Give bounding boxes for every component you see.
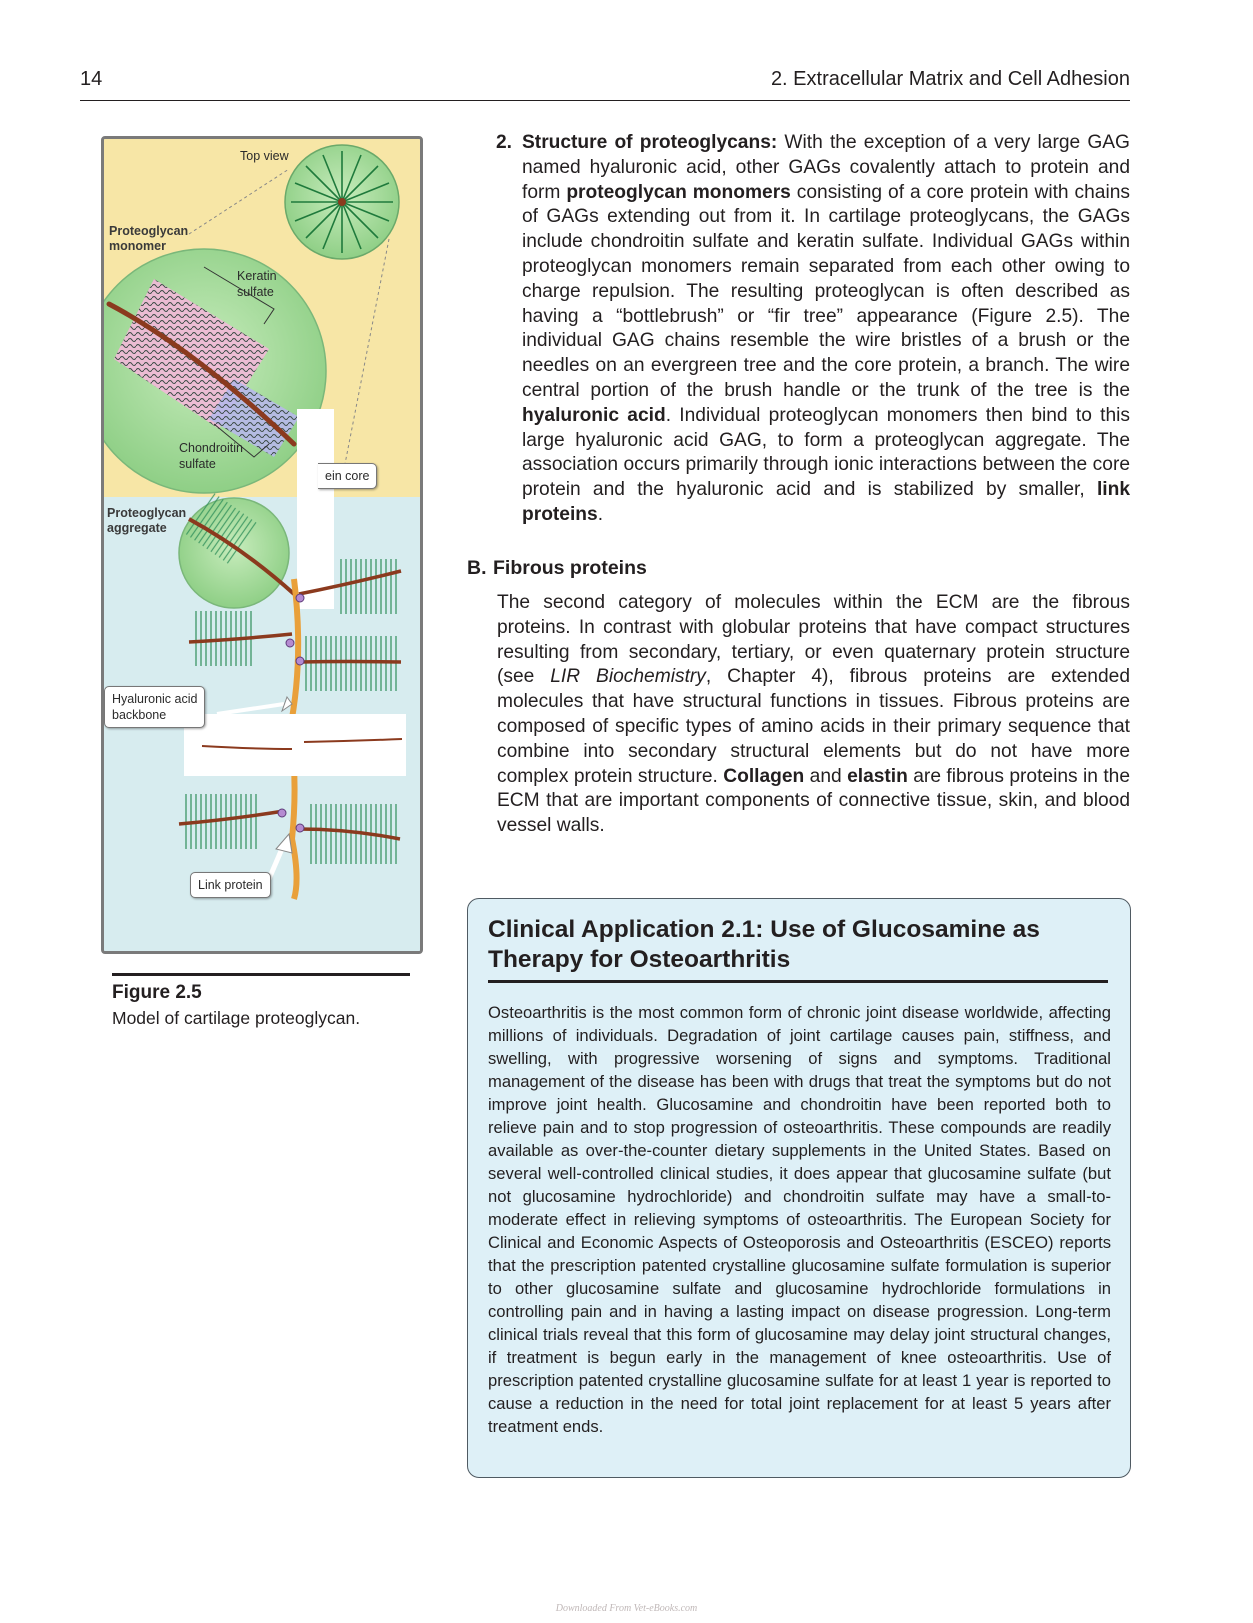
fibrous-text-1: The second category of molecules within the ECM are the fibrous proteins. In contrast with globular proteins that have compact structures resulting from secondary, tertiary, or even quaternary protein structure (see [497, 592, 1130, 688]
label-monomer-line2: monomer [109, 239, 166, 253]
section-2-text-3: . Individual proteoglycan monomers then bind to this large hyaluronic acid GAG, to form a proteoglycan aggregate. The association occurs primarily through ionic interactions between the core protein and the hyaluronic acid and is stabilized by smaller, [522, 404, 1131, 501]
running-head: 2. Extracellular Matrix and Cell Adhesion [770, 68, 1130, 90]
term-proteoglycan-monomers: proteoglycan monomers [566, 181, 791, 203]
label-hyaluronic-backbone [104, 686, 205, 728]
term-collagen: Collagen [723, 765, 805, 787]
section-2-heading: Structure of proteoglycans: [522, 132, 778, 153]
label-hyaluronic-line1: Hyaluronic acid [112, 692, 198, 706]
label-chondroitin-line1: Chondroitin [179, 441, 243, 455]
section-b-letter: B. [467, 557, 487, 579]
label-keratin-line1: Keratin [237, 269, 277, 283]
label-core-protein: ein core [318, 463, 377, 489]
section-2-text-2: consisting of a core protein with chains of GAGs extending out from it. In cartilage proteoglycans, the GAGs include chondroitin sulfate and keratin sulfate. Individual GAGs within proteoglycan monomers remain separated from each other owing to charge repulsion. The resulting proteoglycan is often described as having a “bottlebrush” or “fir tree” appearance (Figure 2.5). The individual GAG chains resemble the wire bristles of a brush or the needles on an evergreen tree and the core protein, a branch. The wire central portion of the brush handle or the trunk of the tree is the [522, 181, 1130, 401]
proteoglycan-illustration [104, 139, 420, 951]
label-monomer-line1: Proteoglycan [109, 224, 189, 238]
label-aggregate-line1: Proteoglycan [107, 506, 187, 520]
clinical-application-text: Osteoarthritis is the most common form of chronic joint disease worldwide, affecting millions of individuals. Degradation of joint cartilage causes pain, stiffness, and swelling, with progressive worsening of signs and symptoms. Traditional management of the disease has been with drugs that treat the symptoms but do not improve joint health. Glucosamine and chondroitin have been reported both to relieve pain and to stop progression of osteoarthritis. These compounds are readily available as over-the-counter dietary supplements in the United States. Based on several well-controlled clinical studies, it does appear that glucosamine sulfate (but not glucosamine hydrochloride) and chondroitin sulfate may have a small-to-moderate effect in relieving symptoms of osteoarthritis. The European Society for Clinical and Economic Aspects of Osteoporosis and Osteoarthritis (ESCEO) reports that the prescription patented crystalline glucosamine sulfate formulation is superior to other glucosamine sulfate and glucosamine hydrochloride formulations in controlling pain and in having a lasting impact on disease progression. Long-term clinical trials reveal that this form of glucosamine may delay joint structural changes, if treatment is begun early in the management of knee osteoarthritis. Use of prescription patented crystalline glucosamine sulfate for at least 1 year is reported to cause a reduction in the need for total joint replacement for at least 5 years after treatment ends. [488, 1003, 1111, 1436]
reference-lir-biochemistry: LIR Biochemistry [550, 666, 706, 688]
top-view-sphere [285, 145, 399, 259]
page-number: 14 [80, 68, 103, 90]
fibrous-proteins-paragraph [497, 591, 1130, 839]
label-link-protein: Link protein [190, 872, 271, 898]
section-2-text-1: With the exception of a very large GAG named hyaluronic acid, other GAGs covalently attach to protein and form [522, 132, 1130, 203]
section-2-text-4: . [597, 503, 604, 525]
term-elastin: elastin [847, 765, 908, 787]
download-footer: Downloaded From Vet-eBooks.com [555, 1603, 698, 1614]
term-hyaluronic-acid: hyaluronic acid [522, 404, 666, 426]
figure-caption-rule [112, 973, 410, 976]
section-2-paragraph [522, 131, 1130, 528]
header-rule [80, 100, 1130, 101]
fibrous-text-3: and [804, 765, 848, 787]
section-b-title: Fibrous proteins [493, 557, 647, 579]
label-chondroitin-line2: sulfate [179, 457, 216, 471]
section-b-heading [467, 557, 647, 580]
fibrous-text-4: are fibrous proteins in the ECM that are important components of connective tissue, skin, and blood vessel walls. [497, 765, 1130, 837]
term-link-proteins: link proteins [522, 479, 1130, 525]
label-hyaluronic-line2: backbone [112, 708, 167, 722]
clinical-title-rule [488, 980, 1108, 983]
proteoglycan-figure [101, 136, 423, 954]
fibrous-text-2: , Chapter 4), fibrous proteins are extended molecules that have structural functions in tissues. Fibrous proteins are composed of specific types of amino acids in their primary sequence that combine into secondary structural elements but do not have more complex protein structure. [497, 666, 1130, 787]
figure-caption: Model of cartilage proteoglycan. [112, 1008, 361, 1028]
clinical-application-title: Clinical Application 2.1: Use of Glucosamine as Therapy for Osteoarthritis [488, 916, 1040, 973]
figure-title: Figure 2.5 [112, 982, 202, 1003]
section-2-number: 2. [496, 132, 513, 153]
label-keratin-line2: sulfate [237, 285, 274, 299]
clinical-application-box [467, 898, 1131, 1478]
label-top-view: Top view [240, 149, 289, 163]
label-aggregate-line2: aggregate [107, 521, 167, 535]
